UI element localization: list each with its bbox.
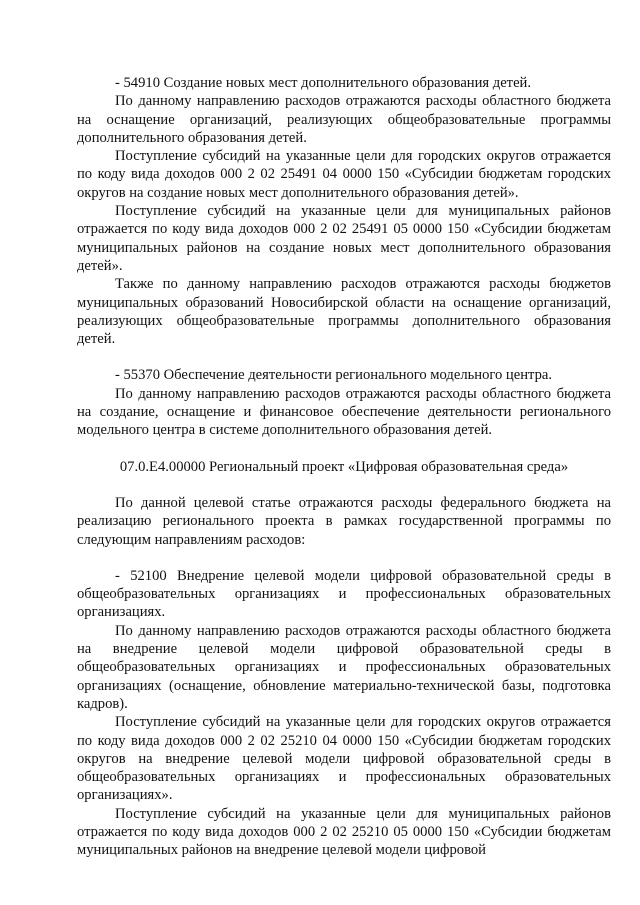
paragraph: Также по данному направлению расходов отражаются расходы бюджетов муниципальных образований Новосибирской области на оснащение организаций, реализующих общеобразовательные программы дополнительного образования детей. [77, 276, 611, 348]
item-55370: - 55370 Обеспечение деятельности регионального модельного центра. [115, 367, 553, 384]
item-54910: - 54910 Создание новых мест дополнительного образования детей. [115, 75, 531, 91]
paragraph: Поступление субсидий на указанные цели для муниципальных районов отражается по коду вида доходов 000 2 02 25491 05 0000 150 «Субсидии бюджетам муниципальных районов на создание новых мест дополнительного образования детей». [77, 203, 611, 274]
paragraph: Поступление субсидий на указанные цели для муниципальных районов отражается по коду вида доходов 000 2 02 25210 05 0000 150 «Субсидии бюджетам муниципальных районов на внедрение целевой модели цифровой [77, 805, 611, 859]
paragraph: По данному направлению расходов отражаются расходы областного бюджета на оснащение организаций, реализующих общеобразовательные программы дополнительного образования детей. [77, 93, 611, 146]
spacer [77, 476, 611, 494]
document-body [77, 74, 611, 860]
paragraph: Поступление субсидий на указанные цели для городских округов отражается по коду вида доходов 000 2 02 25210 04 0000 150 «Субсидии бюджетам городских округов на внедрение целевой модели цифровой образовательной среды в общеобразовательных организациях и профессиональных образовательных организациях». [77, 714, 611, 804]
section-heading: 07.0.Е4.00000 Региональный проект «Цифровая образовательная среда» [119, 458, 569, 475]
spacer [77, 348, 611, 366]
item-52100: - 52100 Внедрение целевой модели цифровой образовательной среды в общеобразовательных организациях и профессиональных образовательных организациях. [77, 567, 611, 621]
paragraph: Поступление субсидий на указанные цели для городских округов отражается по коду вида доходов 000 2 02 25491 04 0000 150 «Субсидии бюджетам городских округов на создание новых мест дополнительного образования детей». [77, 148, 611, 201]
paragraph: По данному направлению расходов отражаются расходы областного бюджета на внедрение целевой модели цифровой образовательной среды в общеобразовательных организациях и профессиональных образовательных организациях (оснащение, обновление материально-технической базы, подготовка кадров). [77, 622, 611, 712]
paragraph: По данной целевой статье отражаются расходы федерального бюджета на реализацию регионального проекта в рамках государственной программы по следующим направлениям расходов: [77, 494, 611, 548]
spacer [77, 549, 611, 567]
paragraph: По данному направлению расходов отражаются расходы областного бюджета на создание, оснащение и финансовое обеспечение деятельности регионального модельного центра в системе дополнительного образования детей. [77, 385, 611, 439]
spacer [77, 440, 611, 458]
